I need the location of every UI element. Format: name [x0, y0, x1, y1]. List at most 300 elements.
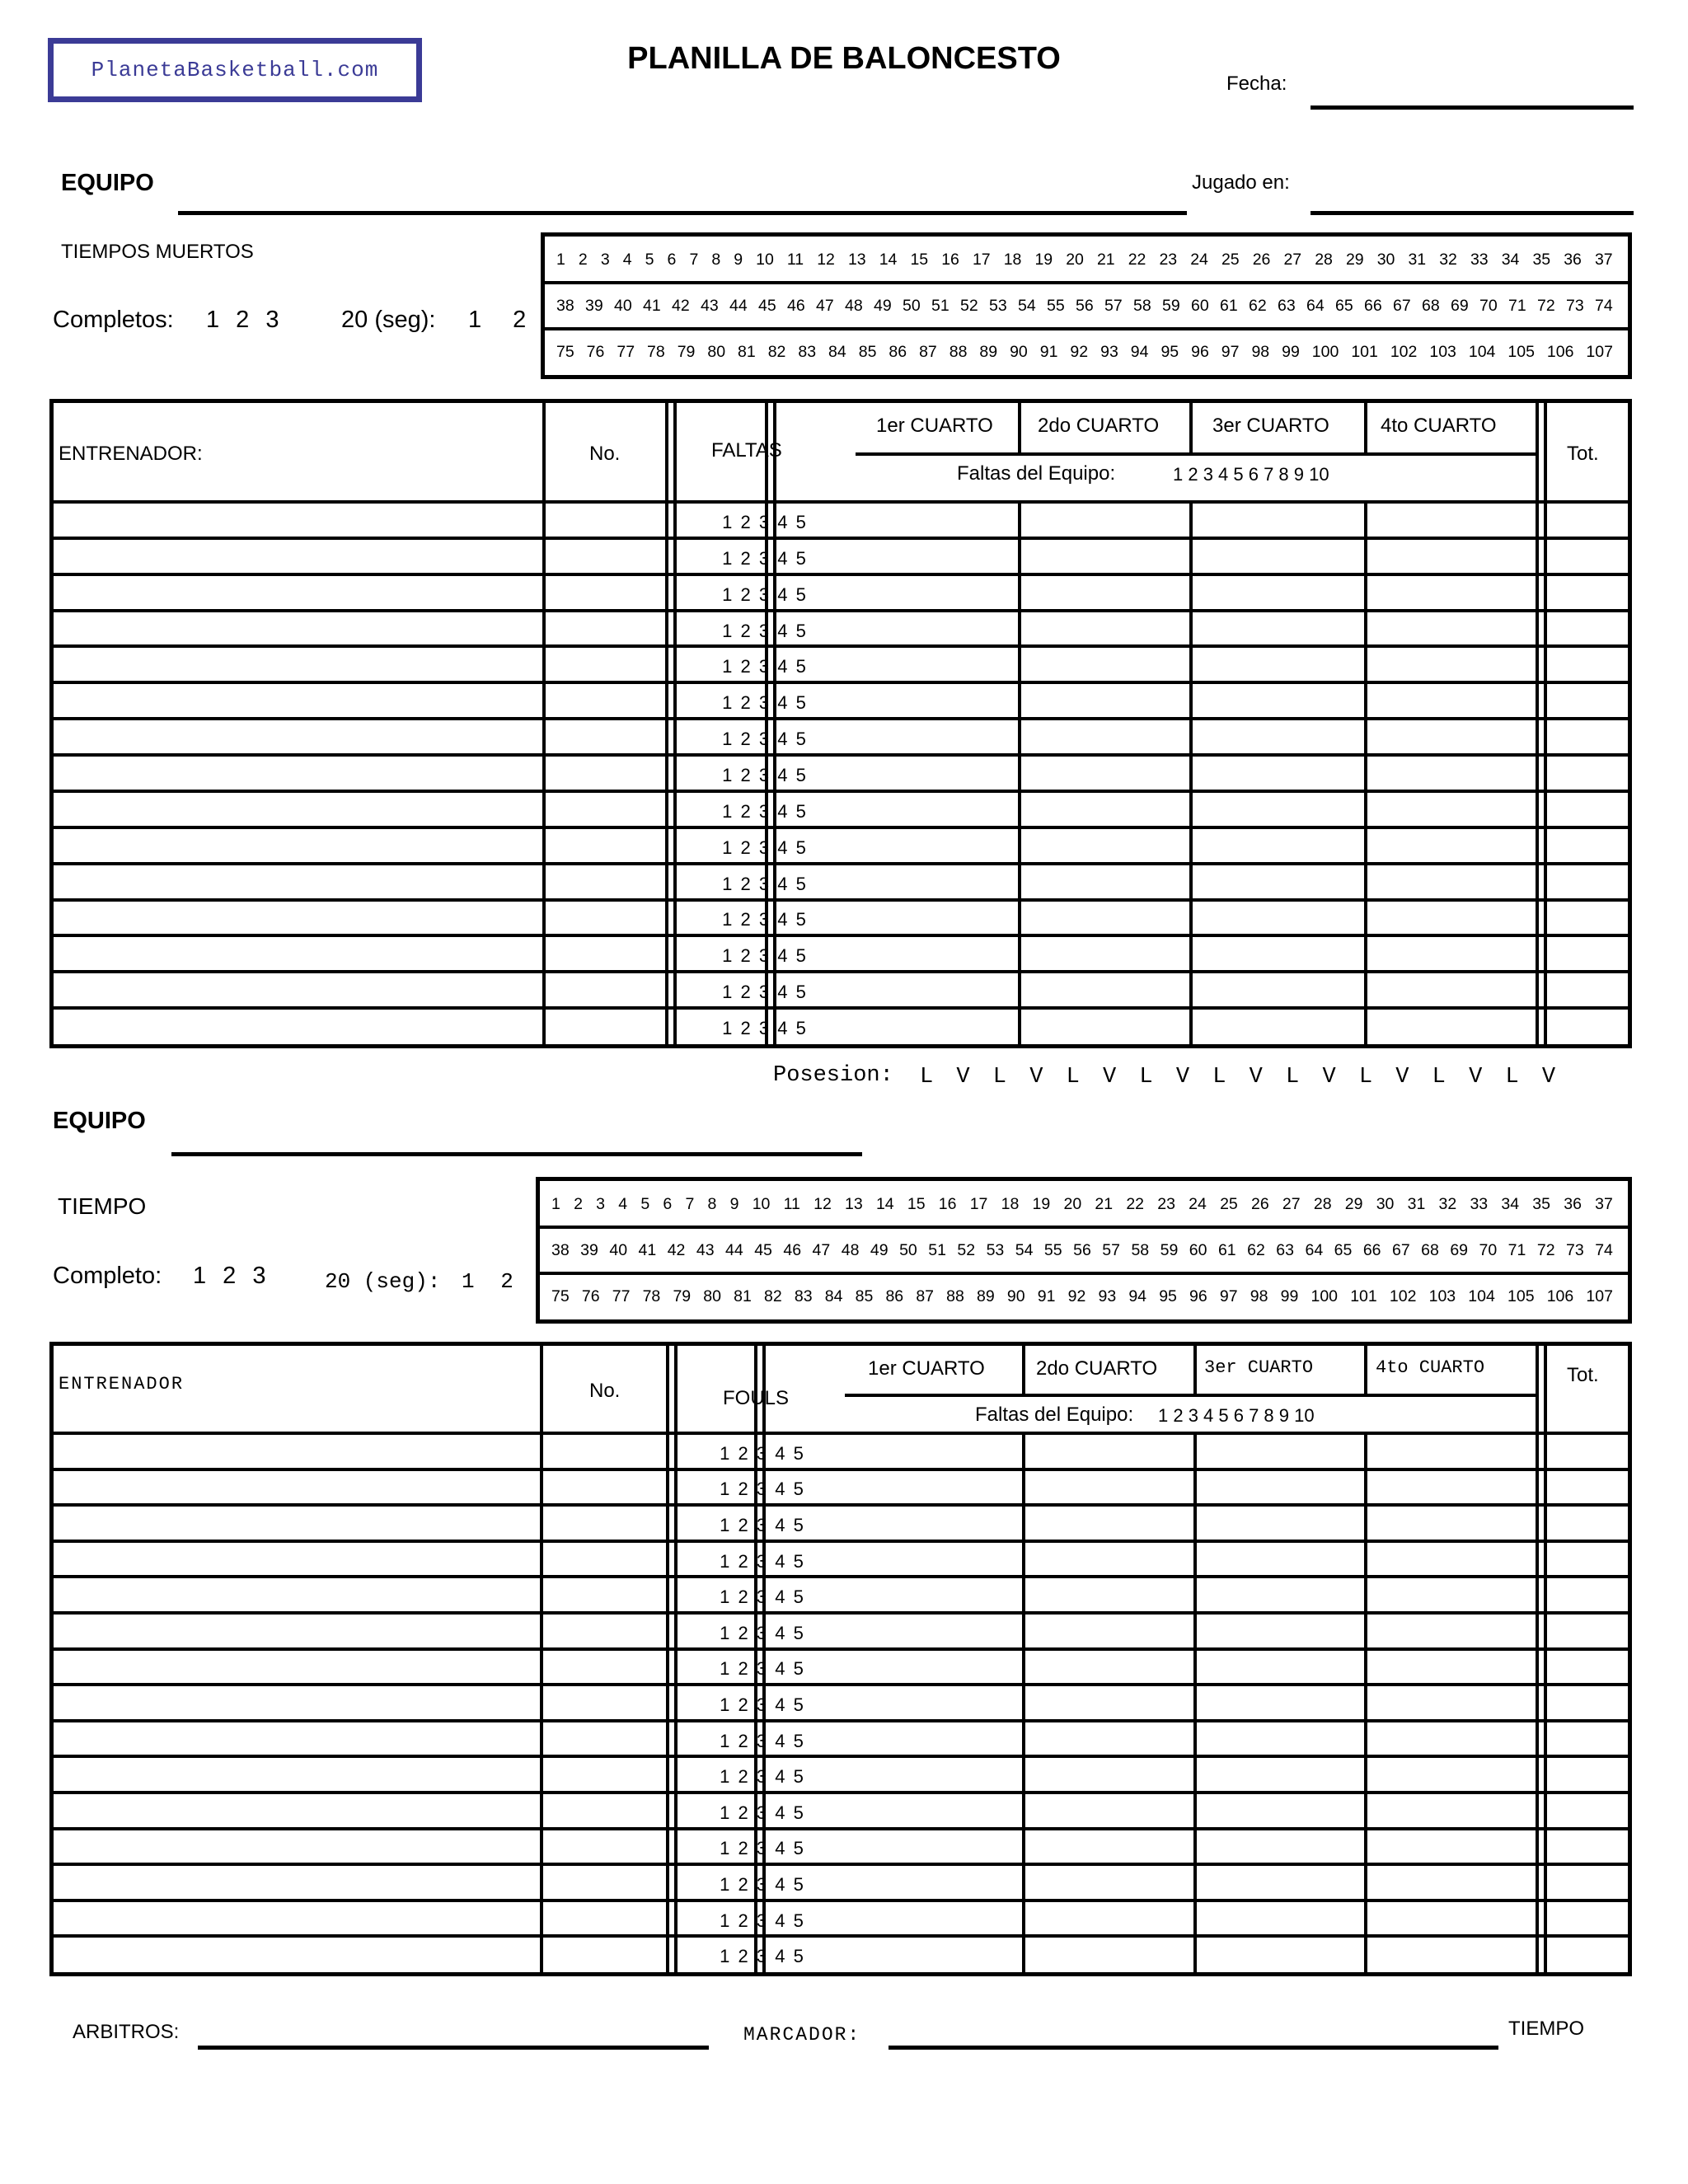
score-number[interactable]: 61: [1220, 296, 1238, 315]
row-divider: [54, 1468, 1628, 1471]
row-divider: [54, 862, 1628, 865]
score-number[interactable]: 62: [1247, 1240, 1265, 1259]
score-number[interactable]: 34: [1501, 1194, 1520, 1213]
player-foul-marks[interactable]: 1 2 3 4 5: [722, 547, 808, 569]
quarter-divider: [1018, 403, 1021, 452]
score-number[interactable]: 97: [1221, 342, 1240, 361]
score-number[interactable]: 90: [1006, 1286, 1025, 1305]
score-number[interactable]: 39: [585, 296, 603, 315]
score-number[interactable]: 95: [1159, 1286, 1177, 1305]
score-number[interactable]: 38: [551, 1240, 570, 1259]
score-number[interactable]: 63: [1278, 296, 1296, 315]
score-number[interactable]: 17: [969, 1194, 988, 1213]
score-number[interactable]: 72: [1536, 1240, 1555, 1259]
row-divider: [54, 934, 1628, 937]
player-foul-marks[interactable]: 1 2 3 4 5: [720, 1550, 805, 1572]
score-number[interactable]: 19: [1032, 1194, 1051, 1213]
team1-running-score[interactable]: [541, 232, 1632, 379]
score-number[interactable]: 58: [1133, 296, 1151, 315]
column-divider: [674, 1346, 678, 1972]
score-number[interactable]: 68: [1422, 296, 1440, 315]
score-number[interactable]: 3: [596, 1194, 606, 1213]
score-row-divider: [545, 327, 1628, 330]
score-number[interactable]: 57: [1102, 1240, 1120, 1259]
score-number[interactable]: 6: [663, 1194, 673, 1213]
score-number[interactable]: 106: [1546, 1286, 1574, 1305]
score-number[interactable]: 99: [1282, 342, 1300, 361]
score-number[interactable]: 104: [1468, 1286, 1495, 1305]
score-number[interactable]: 89: [977, 1286, 995, 1305]
score-number[interactable]: 8: [707, 1194, 717, 1213]
player-foul-marks[interactable]: 1 2 3 4 5: [720, 1946, 805, 1967]
score-number[interactable]: 55: [1047, 296, 1065, 315]
score-number[interactable]: 96: [1191, 342, 1209, 361]
row-divider: [54, 1827, 1628, 1830]
score-number[interactable]: 21: [1095, 1194, 1114, 1213]
score-number[interactable]: 40: [614, 296, 632, 315]
score-number[interactable]: 43: [701, 296, 719, 315]
score-number[interactable]: 26: [1252, 250, 1271, 269]
score-number[interactable]: 107: [1586, 1286, 1613, 1305]
score-number[interactable]: 80: [703, 1286, 721, 1305]
score-number[interactable]: 101: [1350, 1286, 1377, 1305]
number-column-header: No.: [589, 1380, 621, 1402]
row-divider: [54, 1934, 1628, 1938]
score-number[interactable]: 42: [667, 1240, 686, 1259]
score-number[interactable]: 57: [1104, 296, 1123, 315]
score-number[interactable]: 11: [783, 1194, 800, 1213]
team2-roster-table: [49, 1342, 1632, 1976]
player-foul-marks[interactable]: 1 2 3 4 5: [720, 1694, 805, 1715]
score-number[interactable]: 5: [640, 1194, 650, 1213]
score-number[interactable]: 42: [672, 296, 690, 315]
score-number[interactable]: 17: [972, 250, 991, 269]
score-number[interactable]: 75: [551, 1286, 570, 1305]
score-number[interactable]: 12: [817, 250, 835, 269]
score-number[interactable]: 31: [1408, 250, 1427, 269]
player-foul-marks[interactable]: 1 2 3 4 5: [722, 982, 808, 1003]
score-number[interactable]: 88: [946, 1286, 964, 1305]
score-number[interactable]: 38: [556, 296, 574, 315]
quarter-header: 4to CUARTO: [1376, 1357, 1485, 1378]
player-foul-marks[interactable]: 1 2 3 4 5: [720, 1658, 805, 1680]
score-number[interactable]: 36: [1564, 1194, 1582, 1213]
team1-roster-table: [49, 399, 1632, 1048]
score-number[interactable]: 66: [1362, 1240, 1381, 1259]
score-number[interactable]: 30: [1376, 250, 1395, 269]
player-foul-marks[interactable]: 1 2 3 4 5: [722, 837, 808, 858]
score-number[interactable]: 60: [1189, 1240, 1207, 1259]
score-number[interactable]: 60: [1191, 296, 1209, 315]
score-number[interactable]: 5: [645, 250, 654, 269]
player-foul-marks[interactable]: 1 2 3 4 5: [720, 1874, 805, 1895]
score-number[interactable]: 16: [938, 1194, 957, 1213]
score-number[interactable]: 78: [642, 1286, 661, 1305]
score-number[interactable]: 104: [1468, 342, 1496, 361]
score-number[interactable]: 84: [824, 1286, 843, 1305]
score-number[interactable]: 68: [1421, 1240, 1439, 1259]
score-number[interactable]: 32: [1439, 250, 1457, 269]
score-number[interactable]: 30: [1376, 1194, 1395, 1213]
date-field[interactable]: [1311, 105, 1634, 110]
score-number[interactable]: 86: [889, 342, 907, 361]
score-number[interactable]: 95: [1160, 342, 1179, 361]
team1-short-timeouts-label: 20 (seg):: [341, 307, 436, 333]
score-number[interactable]: 97: [1219, 1286, 1238, 1305]
score-number[interactable]: 64: [1305, 1240, 1324, 1259]
score-number[interactable]: 88: [949, 342, 968, 361]
score-number[interactable]: 34: [1501, 250, 1520, 269]
player-foul-marks[interactable]: 1 2 3 4 5: [722, 765, 808, 785]
score-number[interactable]: 50: [899, 1240, 917, 1259]
player-foul-marks[interactable]: 1 2 3 4 5: [722, 1018, 808, 1039]
score-number[interactable]: 67: [1391, 1240, 1410, 1259]
row-divider: [54, 1432, 1628, 1435]
score-number[interactable]: 45: [754, 1240, 772, 1259]
score-number[interactable]: 49: [874, 296, 892, 315]
score-number[interactable]: 1: [556, 250, 565, 269]
fouls-column-header: FOULS: [723, 1387, 790, 1409]
score-number[interactable]: 63: [1276, 1240, 1294, 1259]
score-number[interactable]: 71: [1507, 1240, 1526, 1259]
score-number[interactable]: 52: [957, 1240, 976, 1259]
score-row-divider: [540, 1272, 1628, 1275]
score-number[interactable]: 43: [696, 1240, 715, 1259]
row-divider: [54, 537, 1628, 540]
score-number[interactable]: 36: [1564, 250, 1582, 269]
score-number[interactable]: 45: [758, 296, 776, 315]
page-title: PLANILLA DE BALONCESTO: [627, 41, 1061, 76]
score-number[interactable]: 18: [1003, 250, 1022, 269]
score-number[interactable]: 4: [622, 250, 632, 269]
player-foul-marks[interactable]: 1 2 3 4 5: [722, 909, 808, 930]
quarter-header: 3er CUARTO: [1212, 415, 1329, 437]
score-number[interactable]: 99: [1280, 1286, 1299, 1305]
score-number[interactable]: 94: [1128, 1286, 1147, 1305]
score-number[interactable]: 74: [1595, 1240, 1613, 1259]
score-number[interactable]: 76: [586, 342, 605, 361]
team2-running-score[interactable]: [536, 1177, 1632, 1324]
score-number[interactable]: 87: [919, 342, 937, 361]
score-number[interactable]: 7: [685, 1194, 695, 1213]
score-number[interactable]: 98: [1251, 342, 1270, 361]
row-divider: [54, 1683, 1628, 1686]
player-foul-marks[interactable]: 1 2 3 4 5: [720, 1479, 805, 1500]
score-number[interactable]: 73: [1566, 1240, 1584, 1259]
score-number[interactable]: 81: [734, 1286, 752, 1305]
score-number[interactable]: 92: [1070, 342, 1089, 361]
score-number[interactable]: 35: [1532, 250, 1551, 269]
score-number[interactable]: 66: [1364, 296, 1382, 315]
score-row: [545, 283, 1628, 329]
team2-short-timeouts-marks[interactable]: 1 2: [462, 1269, 513, 1294]
score-number[interactable]: 76: [581, 1286, 600, 1305]
team-fouls-marks[interactable]: 1 2 3 4 5 6 7 8 9 10: [1158, 1405, 1315, 1426]
score-number[interactable]: 105: [1507, 1286, 1535, 1305]
player-foul-marks[interactable]: 1 2 3 4 5: [722, 945, 808, 967]
score-number[interactable]: 20: [1063, 1194, 1082, 1213]
score-number[interactable]: 55: [1043, 1240, 1062, 1259]
score-number[interactable]: 101: [1351, 342, 1378, 361]
score-number[interactable]: 90: [1010, 342, 1028, 361]
score-number[interactable]: 74: [1595, 296, 1613, 315]
score-number[interactable]: 16: [941, 250, 959, 269]
score-number[interactable]: 85: [855, 1286, 874, 1305]
score-number[interactable]: 4: [618, 1194, 628, 1213]
score-number[interactable]: 50: [903, 296, 921, 315]
score-number[interactable]: 100: [1311, 1286, 1339, 1305]
score-number[interactable]: 15: [907, 1194, 926, 1213]
score-number[interactable]: 28: [1313, 1194, 1332, 1213]
score-number[interactable]: 102: [1390, 342, 1418, 361]
score-number[interactable]: 44: [725, 1240, 743, 1259]
scorer-field[interactable]: [889, 2046, 1498, 2050]
score-number[interactable]: 84: [828, 342, 846, 361]
score-number[interactable]: 33: [1470, 1194, 1489, 1213]
score-number[interactable]: 93: [1100, 342, 1118, 361]
score-number[interactable]: 37: [1595, 1194, 1613, 1213]
total-column-header: Tot.: [1567, 1364, 1599, 1386]
player-foul-marks[interactable]: 1 2 3 4 5: [720, 1838, 805, 1859]
score-number[interactable]: 91: [1039, 342, 1058, 361]
player-foul-marks[interactable]: 1 2 3 4 5: [720, 1586, 805, 1608]
score-number[interactable]: 79: [673, 1286, 692, 1305]
score-number[interactable]: 80: [707, 342, 726, 361]
score-number[interactable]: 41: [643, 296, 661, 315]
score-number[interactable]: 67: [1393, 296, 1411, 315]
team1-short-timeouts-marks[interactable]: 1 2: [468, 307, 527, 333]
score-number[interactable]: 62: [1249, 296, 1267, 315]
score-number[interactable]: 48: [841, 1240, 860, 1259]
player-foul-marks[interactable]: 1 2 3 4 5: [722, 583, 808, 605]
score-number[interactable]: 13: [847, 250, 866, 269]
fouls-column-header: FALTAS: [711, 439, 782, 462]
score-number[interactable]: 69: [1450, 1240, 1469, 1259]
player-foul-marks[interactable]: 1 2 3 4 5: [720, 1730, 805, 1751]
quarter-divider: [1018, 502, 1021, 1044]
score-number[interactable]: 73: [1566, 296, 1584, 315]
quarter-header: 4to CUARTO: [1381, 415, 1497, 437]
row-divider: [54, 1647, 1628, 1651]
score-number[interactable]: 58: [1131, 1240, 1150, 1259]
score-number[interactable]: 14: [879, 250, 898, 269]
referees-field[interactable]: [198, 2046, 709, 2050]
score-number[interactable]: 96: [1189, 1286, 1207, 1305]
score-number[interactable]: 3: [600, 250, 610, 269]
score-number[interactable]: 27: [1283, 250, 1302, 269]
score-number[interactable]: 47: [816, 296, 834, 315]
score-number[interactable]: 7: [689, 250, 699, 269]
score-number[interactable]: 11: [786, 250, 804, 269]
player-foul-marks[interactable]: 1 2 3 4 5: [722, 692, 808, 714]
score-number[interactable]: 61: [1217, 1240, 1236, 1259]
score-number[interactable]: 9: [729, 1194, 739, 1213]
score-number[interactable]: 29: [1345, 250, 1364, 269]
score-number[interactable]: 59: [1162, 296, 1180, 315]
score-number[interactable]: 40: [609, 1240, 628, 1259]
score-number[interactable]: 100: [1311, 342, 1339, 361]
played-at-field[interactable]: [1311, 211, 1634, 215]
score-number[interactable]: 23: [1157, 1194, 1175, 1213]
score-number[interactable]: 37: [1594, 250, 1613, 269]
score-number[interactable]: 49: [870, 1240, 889, 1259]
team1-full-timeouts-marks[interactable]: 1 2 3: [206, 307, 279, 333]
row-divider: [54, 1006, 1628, 1010]
score-number[interactable]: 28: [1315, 250, 1333, 269]
score-number[interactable]: 65: [1335, 296, 1353, 315]
row-divider: [54, 681, 1628, 684]
score-number[interactable]: 10: [752, 1194, 771, 1213]
score-number[interactable]: 78: [647, 342, 665, 361]
score-number[interactable]: 46: [787, 296, 805, 315]
score-number[interactable]: 13: [845, 1194, 863, 1213]
score-number[interactable]: 82: [764, 1286, 782, 1305]
score-number[interactable]: 103: [1428, 1286, 1456, 1305]
possession-arrow-marks[interactable]: L V L V L V L V L V L V L V L V L V: [920, 1065, 1556, 1090]
score-number[interactable]: 39: [580, 1240, 598, 1259]
score-number[interactable]: 2: [574, 1194, 583, 1213]
player-foul-marks[interactable]: 1 2 3 4 5: [722, 729, 808, 750]
score-number[interactable]: 26: [1251, 1194, 1269, 1213]
score-number[interactable]: 12: [814, 1194, 832, 1213]
player-foul-marks[interactable]: 1 2 3 4 5: [720, 1622, 805, 1643]
score-number[interactable]: 14: [875, 1194, 894, 1213]
score-number[interactable]: 77: [612, 1286, 631, 1305]
score-number[interactable]: 6: [667, 250, 677, 269]
player-foul-marks[interactable]: 1 2 3 4 5: [720, 1442, 805, 1464]
score-number[interactable]: 33: [1470, 250, 1489, 269]
score-number[interactable]: 19: [1034, 250, 1053, 269]
score-number[interactable]: 71: [1508, 296, 1526, 315]
score-number[interactable]: 93: [1098, 1286, 1117, 1305]
score-number[interactable]: 8: [711, 250, 721, 269]
score-number[interactable]: 53: [989, 296, 1007, 315]
team2-full-timeouts-marks[interactable]: 1 2 3: [193, 1263, 266, 1289]
score-number[interactable]: 15: [910, 250, 929, 269]
player-foul-marks[interactable]: 1 2 3 4 5: [720, 1515, 805, 1535]
possession-label: Posesion:: [773, 1063, 893, 1088]
score-number[interactable]: 1: [551, 1194, 560, 1213]
score-number[interactable]: 32: [1438, 1194, 1457, 1213]
score-number[interactable]: 35: [1532, 1194, 1550, 1213]
score-number[interactable]: 103: [1429, 342, 1456, 361]
score-number[interactable]: 69: [1451, 296, 1469, 315]
player-foul-marks[interactable]: 1 2 3 4 5: [722, 873, 808, 894]
player-foul-marks[interactable]: 1 2 3 4 5: [720, 1766, 805, 1788]
player-foul-marks[interactable]: 1 2 3 4 5: [722, 620, 808, 641]
score-number[interactable]: 107: [1586, 342, 1613, 361]
score-number[interactable]: 89: [979, 342, 998, 361]
score-number[interactable]: 23: [1159, 250, 1178, 269]
score-number[interactable]: 98: [1250, 1286, 1268, 1305]
score-number[interactable]: 31: [1407, 1194, 1426, 1213]
player-foul-marks[interactable]: 1 2 3 4 5: [720, 1910, 805, 1931]
row-divider: [54, 644, 1628, 648]
score-number[interactable]: 81: [738, 342, 756, 361]
score-number[interactable]: 53: [986, 1240, 1005, 1259]
score-number[interactable]: 106: [1546, 342, 1574, 361]
team1-name-field[interactable]: [178, 211, 1187, 215]
score-number[interactable]: 52: [960, 296, 978, 315]
score-number[interactable]: 92: [1067, 1286, 1086, 1305]
score-number[interactable]: 85: [858, 342, 877, 361]
score-number[interactable]: 22: [1126, 1194, 1145, 1213]
score-number[interactable]: 10: [756, 250, 774, 269]
score-row: [540, 1273, 1628, 1319]
score-number[interactable]: 21: [1096, 250, 1115, 269]
score-number[interactable]: 56: [1076, 296, 1094, 315]
row-divider: [54, 1755, 1628, 1758]
score-number[interactable]: 2: [578, 250, 588, 269]
team1-timeouts-label: TIEMPOS MUERTOS: [61, 241, 254, 263]
score-number[interactable]: 20: [1066, 250, 1084, 269]
score-number[interactable]: 51: [928, 1240, 946, 1259]
score-number[interactable]: 77: [617, 342, 635, 361]
score-number[interactable]: 56: [1073, 1240, 1091, 1259]
score-number[interactable]: 29: [1344, 1194, 1363, 1213]
score-number[interactable]: 83: [794, 1286, 813, 1305]
team2-name-field[interactable]: [171, 1152, 862, 1156]
score-number[interactable]: 27: [1282, 1194, 1301, 1213]
score-number[interactable]: 86: [885, 1286, 904, 1305]
quarter-header: 1er CUARTO: [876, 415, 993, 437]
score-number[interactable]: 25: [1221, 250, 1240, 269]
score-number[interactable]: 24: [1190, 250, 1208, 269]
player-foul-marks[interactable]: 1 2 3 4 5: [722, 656, 808, 677]
column-divider: [665, 403, 668, 1044]
score-number[interactable]: 87: [916, 1286, 935, 1305]
score-number[interactable]: 46: [783, 1240, 802, 1259]
score-number[interactable]: 25: [1220, 1194, 1238, 1213]
quarter-divider: [1022, 1433, 1025, 1972]
score-number[interactable]: 72: [1537, 296, 1555, 315]
score-number[interactable]: 22: [1128, 250, 1146, 269]
quarter-divider: [1189, 502, 1193, 1044]
score-number[interactable]: 44: [729, 296, 748, 315]
quarter-header: 3er CUARTO: [1204, 1357, 1314, 1378]
score-number[interactable]: 41: [638, 1240, 657, 1259]
score-number[interactable]: 83: [798, 342, 817, 361]
score-number[interactable]: 65: [1334, 1240, 1353, 1259]
score-number[interactable]: 82: [767, 342, 786, 361]
score-row: [545, 237, 1628, 283]
row-divider: [54, 898, 1628, 902]
score-number[interactable]: 24: [1189, 1194, 1207, 1213]
score-number[interactable]: 51: [931, 296, 950, 315]
score-number[interactable]: 70: [1479, 1240, 1498, 1259]
player-foul-marks[interactable]: 1 2 3 4 5: [722, 800, 808, 822]
score-number[interactable]: 102: [1389, 1286, 1417, 1305]
score-number[interactable]: 48: [845, 296, 863, 315]
score-number[interactable]: 47: [812, 1240, 831, 1259]
score-number[interactable]: 70: [1479, 296, 1498, 315]
score-number[interactable]: 59: [1160, 1240, 1179, 1259]
score-number[interactable]: 94: [1130, 342, 1149, 361]
score-number[interactable]: 105: [1507, 342, 1535, 361]
score-number[interactable]: 18: [1001, 1194, 1020, 1213]
column-divider: [673, 403, 677, 1044]
score-number[interactable]: 9: [734, 250, 743, 269]
score-number[interactable]: 54: [1018, 296, 1036, 315]
player-foul-marks[interactable]: 1 2 3 4 5: [722, 511, 808, 532]
team-fouls-marks[interactable]: 1 2 3 4 5 6 7 8 9 10: [1173, 464, 1329, 485]
score-number[interactable]: 91: [1037, 1286, 1056, 1305]
score-number[interactable]: 54: [1015, 1240, 1034, 1259]
score-number[interactable]: 75: [556, 342, 574, 361]
score-number[interactable]: 64: [1306, 296, 1325, 315]
score-number[interactable]: 79: [677, 342, 696, 361]
player-foul-marks[interactable]: 1 2 3 4 5: [720, 1802, 805, 1823]
